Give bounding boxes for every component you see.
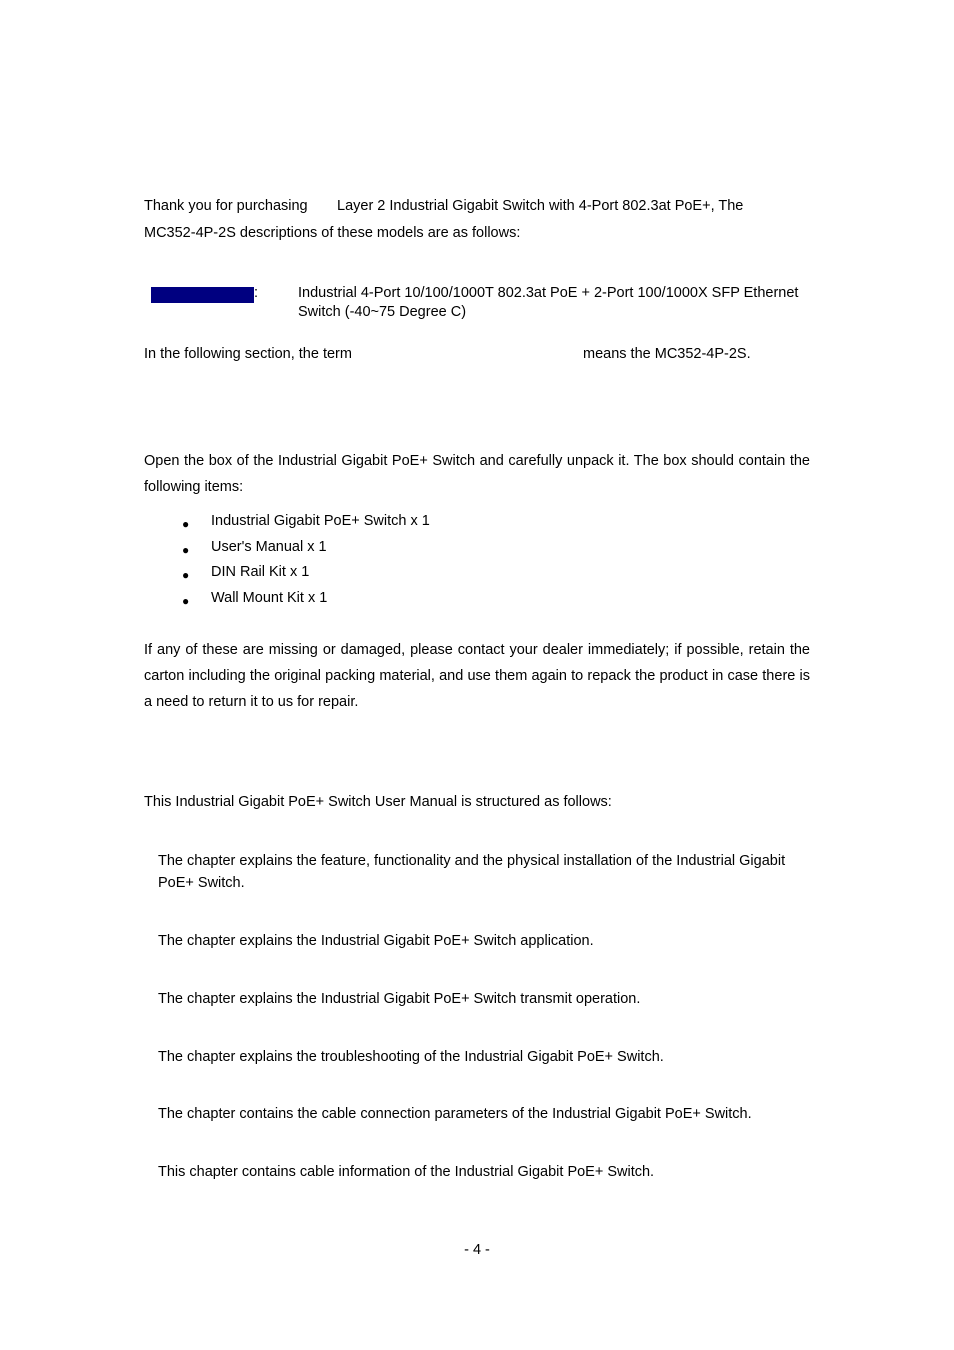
intro-text-start: Thank you for purchasing [144, 198, 308, 214]
manual-structure-text: This Industrial Gigabit PoE+ Switch User Manual is structured as follows: [144, 794, 612, 810]
chapter-description: The chapter explains the Industrial Gigabit PoE+ Switch transmit operation. [158, 991, 641, 1007]
package-intro-paragraph: Open the box of the Industrial Gigabit PoE+ Switch and carefully unpack it. The box should contain the following items: [144, 453, 810, 495]
bullet-icon: ● [182, 568, 190, 582]
package-item: Industrial Gigabit PoE+ Switch x 1 [211, 513, 430, 529]
model-colon: : [254, 285, 259, 301]
term-text-end: means the MC352-4P-2S. [583, 346, 751, 362]
chapter-description: The chapter contains the cable connection parameters of the Industrial Gigabit PoE+ Switch. [158, 1106, 752, 1122]
package-item: Wall Mount Kit x 1 [211, 590, 328, 606]
model-name-highlight [151, 287, 254, 303]
package-item: User's Manual x 1 [211, 539, 327, 555]
missing-items-paragraph: If any of these are missing or damaged, please contact your dealer immediately; if possible, retain the carton including the original packing material, and use them again to repack the product in case there is a need to return it to us for repair. [144, 642, 810, 710]
chapter-description: The chapter explains the Industrial Gigabit PoE+ Switch application. [158, 933, 594, 949]
bullet-icon: ● [182, 517, 190, 531]
intro-text-end: Layer 2 Industrial Gigabit Switch with 4-Port 802.3at PoE+, The [337, 198, 744, 214]
model-description-line1: Industrial 4-Port 10/100/1000T 802.3at PoE + 2-Port 100/1000X SFP Ethernet [298, 285, 799, 301]
model-description-line2: Switch (-40~75 Degree C) [298, 304, 467, 320]
package-item: DIN Rail Kit x 1 [211, 564, 310, 580]
bullet-icon: ● [182, 594, 190, 608]
chapter-description: The chapter explains the troubleshooting of the Industrial Gigabit PoE+ Switch. [158, 1049, 664, 1065]
intro-text-line2: MC352-4P-2S descriptions of these models are as follows: [144, 225, 521, 241]
page-number: - 4 - [464, 1242, 490, 1258]
bullet-icon: ● [182, 543, 190, 557]
term-text-start: In the following section, the term [144, 346, 352, 362]
chapter-description: This chapter contains cable information of the Industrial Gigabit PoE+ Switch. [158, 1164, 655, 1180]
chapter-description: The chapter explains the feature, functionality and the physical installation of the Industrial Gigabit PoE+ Switch. [158, 853, 786, 891]
